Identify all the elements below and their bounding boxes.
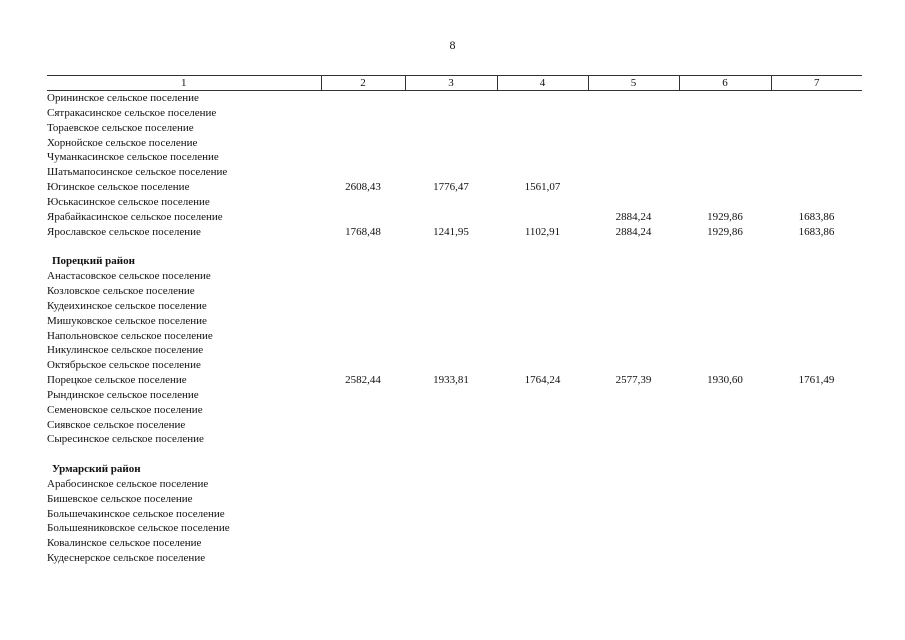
value-cell: 1768,48 <box>345 225 381 238</box>
value-cell <box>771 299 862 314</box>
value-cell <box>497 358 588 373</box>
value-cell <box>588 106 679 121</box>
value-cell <box>588 165 679 180</box>
value-cell <box>771 121 862 136</box>
value-cell <box>497 432 588 447</box>
value-cell <box>405 358 497 373</box>
value-cell <box>405 507 497 522</box>
value-cell <box>405 106 497 121</box>
value-cell: 1929,86 <box>707 225 743 238</box>
value-cell <box>679 180 771 195</box>
value-cell <box>771 91 862 106</box>
value-cell <box>588 299 679 314</box>
value-cell <box>679 91 771 106</box>
spacer-row <box>47 447 862 462</box>
value-cell <box>588 284 679 299</box>
table-row <box>47 284 862 299</box>
settlement-name: Мишуковское сельское поселение <box>47 314 207 327</box>
value-cell <box>679 536 771 551</box>
value-cell <box>588 521 679 536</box>
value-cell <box>679 343 771 358</box>
value-cell <box>679 418 771 433</box>
value-cell <box>321 403 405 418</box>
table-row <box>47 358 862 373</box>
settlement-name: Югинское сельское поселение <box>47 181 190 194</box>
table-row <box>47 195 862 210</box>
value-cell <box>321 536 405 551</box>
value-cell <box>679 121 771 136</box>
settlement-name: Бишевское сельское поселение <box>47 492 193 505</box>
table-row <box>47 343 862 358</box>
table-row <box>47 210 862 225</box>
settlement-name: Сятракасинское сельское поселение <box>47 106 217 119</box>
settlement-name: Хорнойское сельское поселение <box>47 136 198 149</box>
table-row <box>47 121 862 136</box>
settlement-name: Орининское сельское поселение <box>47 92 199 104</box>
column-header: 1 <box>47 76 321 91</box>
value-cell <box>771 150 862 165</box>
value-cell <box>497 106 588 121</box>
value-cell <box>497 403 588 418</box>
value-cell <box>771 477 862 492</box>
value-cell <box>405 329 497 344</box>
value-cell <box>771 418 862 433</box>
page-number: 8 <box>449 38 456 52</box>
value-cell <box>679 165 771 180</box>
table-row <box>47 299 862 314</box>
table-row <box>47 269 862 284</box>
value-cell <box>321 91 405 106</box>
table-row <box>47 477 862 492</box>
value-cell: 1764,24 <box>524 374 561 387</box>
value-cell <box>771 180 862 195</box>
table-row <box>47 492 862 507</box>
value-cell <box>321 121 405 136</box>
value-cell <box>321 269 405 284</box>
settlement-name: Юськасинское сельское поселение <box>47 195 210 208</box>
settlement-name: Октябрьское сельское поселение <box>47 359 201 372</box>
value-cell <box>497 477 588 492</box>
table-row <box>47 165 862 180</box>
district-heading: Урмарский район <box>52 463 141 476</box>
value-cell <box>405 521 497 536</box>
column-header: 7 <box>771 76 862 91</box>
value-cell <box>497 136 588 151</box>
value-cell <box>679 136 771 151</box>
value-cell <box>771 195 862 210</box>
value-cell <box>588 358 679 373</box>
value-cell <box>771 269 862 284</box>
settlement-name: Большеяниковское сельское поселение <box>47 522 230 535</box>
value-cell <box>771 403 862 418</box>
value-cell <box>405 388 497 403</box>
value-cell <box>321 551 405 566</box>
value-cell <box>497 329 588 344</box>
table-row <box>47 551 862 566</box>
value-cell <box>771 329 862 344</box>
value-cell <box>405 432 497 447</box>
settlement-name: Анастасовское сельское поселение <box>47 270 211 283</box>
value-cell <box>405 210 497 225</box>
value-cell <box>321 343 405 358</box>
value-cell: 1933,81 <box>433 374 469 387</box>
district-heading-row <box>47 462 862 477</box>
value-cell <box>679 106 771 121</box>
value-cell <box>771 492 862 507</box>
table-row <box>47 403 862 418</box>
value-cell <box>771 536 862 551</box>
value-cell <box>771 521 862 536</box>
value-cell <box>588 136 679 151</box>
value-cell <box>405 477 497 492</box>
settlement-name: Сиявское сельское поселение <box>47 418 186 431</box>
value-cell <box>321 136 405 151</box>
value-cell <box>497 91 588 106</box>
value-cell <box>679 284 771 299</box>
value-cell <box>679 521 771 536</box>
value-cell <box>321 507 405 522</box>
value-cell <box>497 507 588 522</box>
table-row <box>47 432 862 447</box>
value-cell <box>679 195 771 210</box>
value-cell <box>497 492 588 507</box>
settlement-name: Ярабайкасинское сельское поселение <box>47 210 223 223</box>
value-cell <box>405 403 497 418</box>
value-cell <box>321 106 405 121</box>
value-cell <box>497 195 588 210</box>
table-row <box>47 373 862 388</box>
settlement-name: Ковалинское сельское поселение <box>47 537 202 550</box>
value-cell <box>588 343 679 358</box>
value-cell <box>497 121 588 136</box>
value-cell <box>405 492 497 507</box>
district-heading: Порецкий район <box>52 255 135 268</box>
value-cell: 2608,43 <box>345 181 381 194</box>
value-cell: 1930,60 <box>707 374 743 387</box>
value-cell <box>497 299 588 314</box>
value-cell <box>588 195 679 210</box>
value-cell <box>321 314 405 329</box>
value-cell <box>321 210 405 225</box>
value-cell: 1683,86 <box>798 225 835 238</box>
table-body <box>47 91 862 567</box>
value-cell <box>497 536 588 551</box>
value-cell <box>321 521 405 536</box>
column-header: 2 <box>321 76 405 91</box>
value-cell <box>588 150 679 165</box>
value-cell <box>679 551 771 566</box>
settlement-name: Шатьмапосинское сельское поселение <box>47 166 228 179</box>
value-cell: 1776,47 <box>433 181 469 194</box>
value-cell <box>771 165 862 180</box>
value-cell <box>588 418 679 433</box>
value-cell <box>588 536 679 551</box>
value-cell: 1929,86 <box>707 210 743 223</box>
value-cell <box>405 314 497 329</box>
value-cell <box>497 343 588 358</box>
table-row <box>47 507 862 522</box>
value-cell <box>588 269 679 284</box>
value-cell: 1761,49 <box>798 374 835 387</box>
data-table <box>47 75 862 566</box>
value-cell <box>405 536 497 551</box>
value-cell <box>405 551 497 566</box>
value-cell <box>588 91 679 106</box>
settlement-name: Рындинское сельское поселение <box>47 388 199 401</box>
settlement-name: Чуманкасинское сельское поселение <box>47 151 219 164</box>
value-cell <box>771 314 862 329</box>
value-cell <box>771 343 862 358</box>
value-cell <box>405 165 497 180</box>
value-cell <box>679 314 771 329</box>
value-cell: 1102,91 <box>524 225 561 238</box>
value-cell <box>679 432 771 447</box>
settlement-name: Никулинское сельское поселение <box>47 344 204 357</box>
table-row <box>47 536 862 551</box>
value-cell <box>497 388 588 403</box>
table-row <box>47 136 862 151</box>
district-heading-row <box>47 254 862 269</box>
value-cell <box>405 195 497 210</box>
value-cell <box>771 284 862 299</box>
value-cell <box>497 165 588 180</box>
column-header: 3 <box>405 76 497 91</box>
settlement-name: Большечакинское сельское поселение <box>47 507 225 520</box>
value-cell <box>679 403 771 418</box>
value-cell <box>321 418 405 433</box>
value-cell <box>588 507 679 522</box>
value-cell <box>679 477 771 492</box>
value-cell <box>405 150 497 165</box>
value-cell <box>321 492 405 507</box>
settlement-name: Ярославское сельское поселение <box>47 225 201 238</box>
value-cell <box>321 329 405 344</box>
value-cell <box>497 551 588 566</box>
table-row <box>47 106 862 121</box>
settlement-name: Кудеснерское сельское поселение <box>47 552 206 565</box>
settlement-name: Кудеихинское сельское поселение <box>47 299 207 312</box>
value-cell <box>679 492 771 507</box>
value-cell <box>588 477 679 492</box>
value-cell <box>321 432 405 447</box>
value-cell <box>679 329 771 344</box>
value-cell <box>771 106 862 121</box>
value-cell <box>497 418 588 433</box>
value-cell <box>588 388 679 403</box>
value-cell <box>405 343 497 358</box>
value-cell <box>679 358 771 373</box>
value-cell <box>405 284 497 299</box>
table-row <box>47 225 862 240</box>
value-cell <box>321 388 405 403</box>
value-cell <box>588 329 679 344</box>
value-cell: 2884,24 <box>615 225 652 238</box>
table-row <box>47 418 862 433</box>
value-cell <box>588 551 679 566</box>
value-cell <box>588 314 679 329</box>
settlement-name: Порецкое сельское поселение <box>47 374 187 387</box>
table-row <box>47 180 862 195</box>
column-header: 5 <box>588 76 679 91</box>
value-cell <box>405 136 497 151</box>
value-cell <box>679 299 771 314</box>
table-row <box>47 91 862 106</box>
column-header: 4 <box>497 76 588 91</box>
value-cell <box>405 299 497 314</box>
settlement-name: Козловское сельское поселение <box>47 284 195 297</box>
table-row <box>47 150 862 165</box>
value-cell <box>321 284 405 299</box>
settlement-name: Напольновское сельское поселение <box>47 329 213 342</box>
value-cell <box>679 150 771 165</box>
value-cell: 1683,86 <box>798 210 835 223</box>
value-cell <box>771 551 862 566</box>
value-cell <box>321 358 405 373</box>
value-cell <box>588 121 679 136</box>
value-cell <box>771 136 862 151</box>
column-header: 6 <box>679 76 771 91</box>
value-cell: 1561,07 <box>524 181 561 194</box>
value-cell <box>405 418 497 433</box>
table-row <box>47 329 862 344</box>
value-cell <box>588 432 679 447</box>
header-row <box>47 76 862 91</box>
value-cell <box>497 284 588 299</box>
value-cell: 1241,95 <box>433 225 469 238</box>
value-cell: 2582,44 <box>345 374 381 387</box>
value-cell <box>771 432 862 447</box>
value-cell <box>497 314 588 329</box>
spacer-cell <box>47 447 862 462</box>
value-cell <box>497 210 588 225</box>
spacer-row <box>47 239 862 254</box>
value-cell <box>679 269 771 284</box>
value-cell <box>679 507 771 522</box>
value-cell <box>321 150 405 165</box>
value-cell <box>321 165 405 180</box>
settlement-name: Арабосинское сельское поселение <box>47 477 209 490</box>
settlement-name: Сыресинское сельское поселение <box>47 433 204 446</box>
value-cell: 2884,24 <box>615 210 652 223</box>
value-cell <box>405 269 497 284</box>
value-cell <box>679 388 771 403</box>
value-cell <box>588 492 679 507</box>
table-row <box>47 314 862 329</box>
value-cell: 2577,39 <box>615 374 652 387</box>
value-cell <box>588 403 679 418</box>
settlement-name: Семеновское сельское поселение <box>47 403 203 416</box>
value-cell <box>405 91 497 106</box>
table-row <box>47 388 862 403</box>
value-cell <box>497 150 588 165</box>
value-cell <box>321 477 405 492</box>
value-cell <box>771 388 862 403</box>
value-cell <box>321 195 405 210</box>
value-cell <box>588 180 679 195</box>
settlement-name: Тораевское сельское поселение <box>47 121 194 134</box>
value-cell <box>321 299 405 314</box>
value-cell <box>497 521 588 536</box>
value-cell <box>771 507 862 522</box>
value-cell <box>405 121 497 136</box>
value-cell <box>771 358 862 373</box>
value-cell <box>497 269 588 284</box>
spacer-cell <box>47 239 862 254</box>
table-row <box>47 521 862 536</box>
